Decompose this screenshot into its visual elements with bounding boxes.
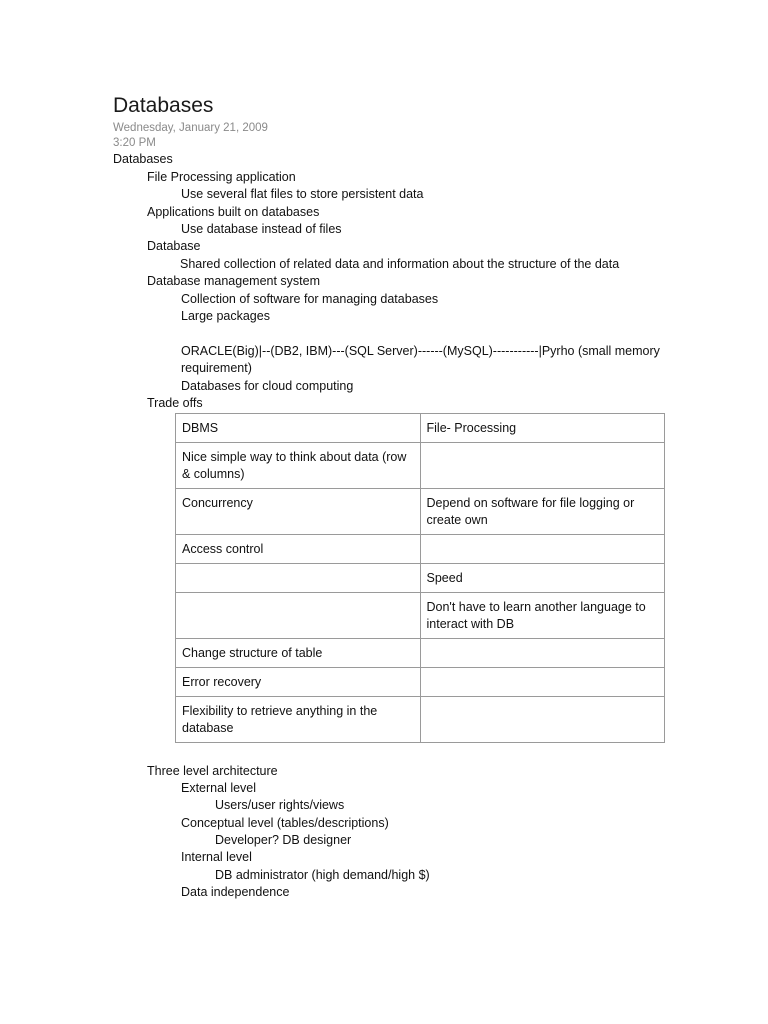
table-cell: Speed (420, 564, 665, 593)
note-date: Wednesday, January 21, 2009 (113, 122, 268, 134)
outline-shared-collection: Shared collection of related data and information about the structure of the data (180, 257, 620, 271)
table-row (176, 414, 665, 443)
outline-conceptual-level: Conceptual level (tables/descriptions) (181, 816, 389, 830)
table-row (176, 564, 665, 593)
outline-internal-level: Internal level (181, 850, 252, 864)
outline-large-packages: Large packages (181, 309, 270, 323)
table-row (176, 697, 665, 743)
table-cell: Nice simple way to think about data (row & columns) (176, 443, 421, 489)
table-cell: Depend on software for file logging or create own (420, 489, 665, 535)
outline-external-level: External level (181, 781, 257, 795)
trade-offs-table (175, 413, 665, 743)
table-cell: Error recovery (176, 668, 421, 697)
outline-apps-on-db: Applications built on databases (147, 205, 320, 219)
outline-use-db: Use database instead of files (181, 222, 342, 236)
table-cell (420, 443, 665, 489)
page-title: Databases (113, 94, 214, 117)
outline-file-processing: File Processing application (147, 170, 296, 184)
table-row (176, 593, 665, 639)
outline-cloud: Databases for cloud computing (181, 379, 354, 393)
table-row (176, 668, 665, 697)
table-cell: Concurrency (176, 489, 421, 535)
outline-database: Database (147, 239, 201, 253)
table-cell (420, 697, 665, 743)
table-cell (176, 564, 421, 593)
table-cell: Flexibility to retrieve anything in the database (176, 697, 421, 743)
outline-flat-files: Use several flat files to store persistent data (181, 187, 424, 201)
outline-collection-software: Collection of software for managing databases (181, 292, 439, 306)
table-header-file-processing: File- Processing (420, 414, 665, 443)
table-cell (420, 639, 665, 668)
table-cell: Don't have to learn another language to interact with DB (420, 593, 665, 639)
table-cell (420, 535, 665, 564)
table-row (176, 443, 665, 489)
outline-administrator: DB administrator (high demand/high $) (215, 868, 430, 882)
table-cell (176, 593, 421, 639)
outline-databases: Databases (113, 152, 173, 166)
table-row (176, 639, 665, 668)
table-cell: Access control (176, 535, 421, 564)
table-cell: Change structure of table (176, 639, 421, 668)
table-cell (420, 668, 665, 697)
outline-users-rights: Users/user rights/views (215, 798, 345, 812)
table-row (176, 489, 665, 535)
outline-trade-offs: Trade offs (147, 396, 203, 410)
note-time: 3:20 PM (113, 137, 156, 149)
outline-data-independence: Data independence (181, 885, 290, 899)
outline-three-level: Three level architecture (147, 764, 278, 778)
table-header-dbms: DBMS (176, 414, 421, 443)
outline-vendors: ORACLE(Big)|--(DB2, IBM)---(SQL Server)------(MySQL)-----------|Pyrho (small memory requirement) (181, 344, 660, 375)
outline-dbms: Database management system (147, 274, 321, 288)
outline-developer: Developer? DB designer (215, 833, 352, 847)
table-row (176, 535, 665, 564)
